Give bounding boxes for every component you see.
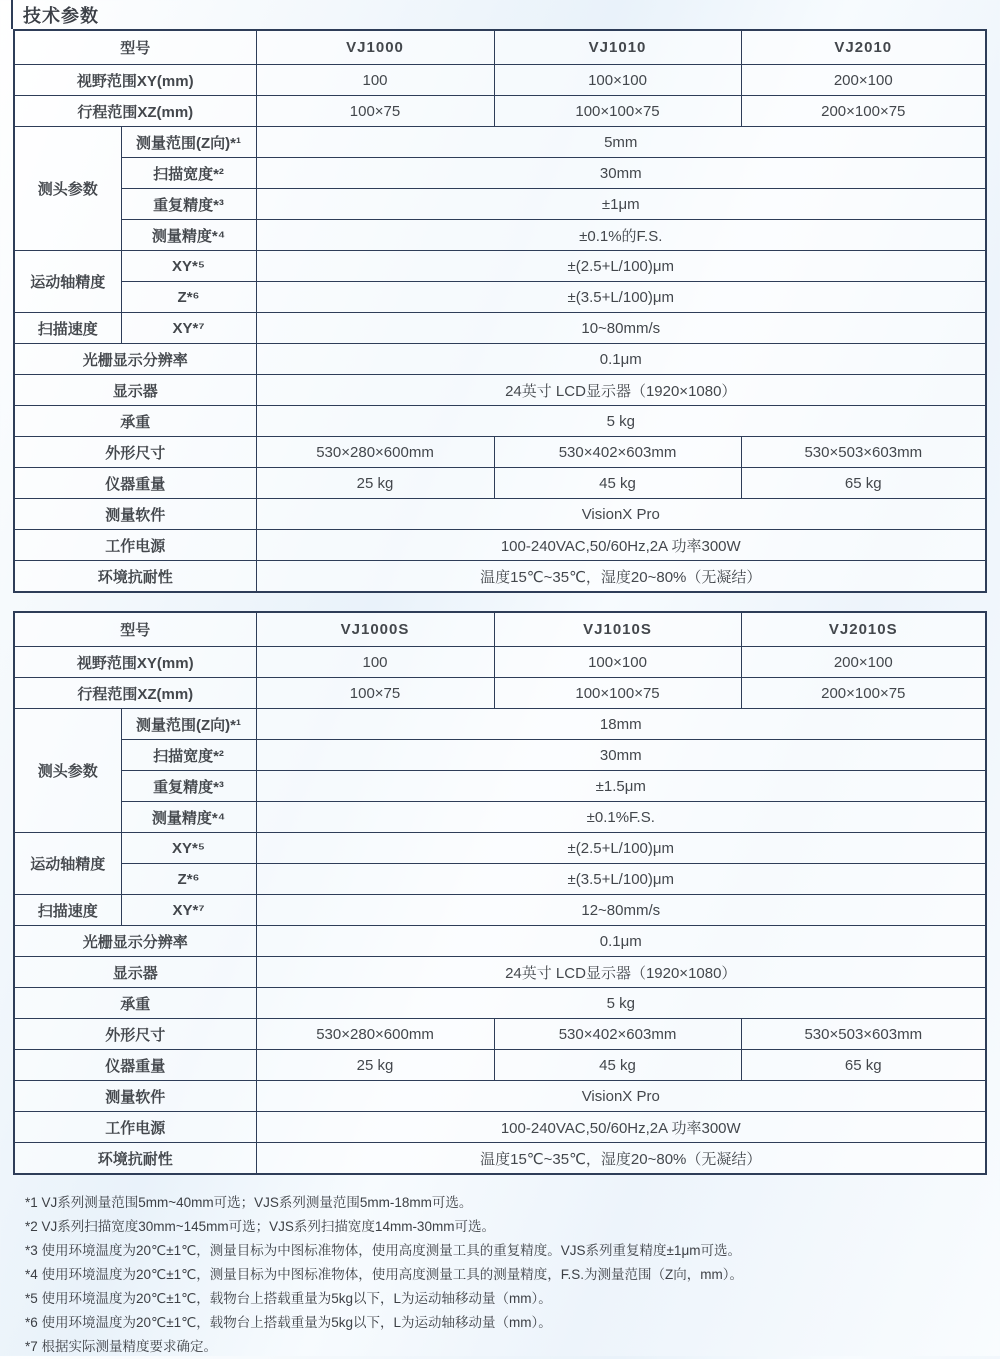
- table-row: [14, 127, 986, 158]
- table-row: [14, 833, 986, 864]
- cell-value: VisionX Pro: [256, 1081, 986, 1112]
- cell-value: 65 kg: [741, 1050, 986, 1081]
- row-label: 视野范围XY(mm): [14, 65, 256, 96]
- table-row: [14, 406, 986, 437]
- row-label: 仪器重量: [14, 1050, 256, 1081]
- row-label: 行程范围XZ(mm): [14, 678, 256, 709]
- table-row: [14, 437, 986, 468]
- cell-value: 100×100×75: [494, 678, 741, 709]
- row-label: 扫描宽度*²: [121, 158, 256, 189]
- table-row: [14, 864, 986, 895]
- cell-value: ±1μm: [256, 189, 986, 220]
- cell-value: 温度15℃~35℃，湿度20~80%（无凝结）: [256, 1143, 986, 1175]
- table-row: [14, 282, 986, 313]
- row-label: 重复精度*³: [121, 771, 256, 802]
- row-label: 光栅显示分辨率: [14, 926, 256, 957]
- cell-value: 温度15℃~35℃，湿度20~80%（无凝结）: [256, 561, 986, 593]
- cell-value: 100×100×75: [494, 96, 741, 127]
- row-label: 重复精度*³: [121, 189, 256, 220]
- cell-value: 530×280×600mm: [256, 437, 494, 468]
- group-label: 运动轴精度: [14, 251, 121, 313]
- cell-value: 200×100: [741, 647, 986, 678]
- footnote-2: *2 VJ系列扫描宽度30mm~145mm可选；VJS系列扫描宽度14mm-30mm可选。: [25, 1219, 495, 1234]
- table-row: [14, 344, 986, 375]
- table-row: [14, 988, 986, 1019]
- row-label: XY*⁵: [121, 833, 256, 864]
- row-label: 行程范围XZ(mm): [14, 96, 256, 127]
- cell-value: 24英寸 LCD显示器（1920×1080）: [256, 957, 986, 988]
- row-label: 工作电源: [14, 1112, 256, 1143]
- cell-value: 530×503×603mm: [741, 437, 986, 468]
- table-row: [14, 530, 986, 561]
- cell-value: 530×280×600mm: [256, 1019, 494, 1050]
- cell-value: 530×402×603mm: [494, 437, 741, 468]
- cell-value: 100-240VAC,50/60Hz,2A 功率300W: [256, 1112, 986, 1143]
- table-row: [14, 740, 986, 771]
- row-label: 测量范围(Z向)*¹: [121, 127, 256, 158]
- table-row: [14, 499, 986, 530]
- row-label: 光栅显示分辨率: [14, 344, 256, 375]
- cell-value: 100: [256, 65, 494, 96]
- cell-value: 100×100: [494, 647, 741, 678]
- table-row: [14, 468, 986, 499]
- row-label: 工作电源: [14, 530, 256, 561]
- cell-value: 5 kg: [256, 406, 986, 437]
- cell-value: 200×100×75: [741, 678, 986, 709]
- table-row: [14, 96, 986, 127]
- page-title: 技术参数: [11, 0, 1000, 29]
- row-label: 扫描宽度*²: [121, 740, 256, 771]
- cell-value: 25 kg: [256, 468, 494, 499]
- row-label: 测量精度*⁴: [121, 220, 256, 251]
- table-row: [14, 189, 986, 220]
- row-label: Z*⁶: [121, 282, 256, 313]
- cell-value: VisionX Pro: [256, 499, 986, 530]
- cell-value: ±(2.5+L/100)μm: [256, 833, 986, 864]
- table-row: [14, 375, 986, 406]
- table-row: [14, 561, 986, 593]
- cell-value: 200×100×75: [741, 96, 986, 127]
- table-row: [14, 926, 986, 957]
- cell-value: 25 kg: [256, 1050, 494, 1081]
- row-label: Z*⁶: [121, 864, 256, 895]
- spec-table-vj: [13, 29, 987, 593]
- model-name: VJ1010S: [494, 612, 741, 647]
- group-label: 运动轴精度: [14, 833, 121, 895]
- row-label: 承重: [14, 406, 256, 437]
- table-row: [14, 220, 986, 251]
- row-label: XY*⁵: [121, 251, 256, 282]
- cell-value: 530×402×603mm: [494, 1019, 741, 1050]
- cell-value: 18mm: [256, 709, 986, 740]
- cell-value: 100: [256, 647, 494, 678]
- table-row: [14, 313, 986, 344]
- footnote-4: *4 使用环境温度为20℃±1℃，测量目标为中图标准物体，使用高度测量工具的测量精度，F.S.为测量范围（Z向，mm）。: [25, 1267, 744, 1282]
- cell-value: 5 kg: [256, 988, 986, 1019]
- row-label: XY*⁷: [121, 895, 256, 926]
- cell-value: 65 kg: [741, 468, 986, 499]
- table-row: [14, 647, 986, 678]
- model-name: VJ1000S: [256, 612, 494, 647]
- footnote-1: *1 VJ系列测量范围5mm~40mm可选；VJS系列测量范围5mm-18mm可选。: [25, 1195, 473, 1210]
- table-row: [14, 1143, 986, 1175]
- group-label: 扫描速度: [14, 895, 121, 926]
- model-name: VJ2010S: [741, 612, 986, 647]
- table-row: [14, 678, 986, 709]
- row-label: 外形尺寸: [14, 1019, 256, 1050]
- cell-value: ±0.1%的F.S.: [256, 220, 986, 251]
- table-row: [14, 802, 986, 833]
- footnote-5: *5 使用环境温度为20℃±1℃，载物台上搭载重量为5kg以下，L为运动轴移动量（mm）。: [25, 1291, 552, 1306]
- cell-value: 100×75: [256, 678, 494, 709]
- row-label: 环境抗耐性: [14, 561, 256, 593]
- table-row: [14, 1112, 986, 1143]
- cell-value: 12~80mm/s: [256, 895, 986, 926]
- cell-value: 100-240VAC,50/60Hz,2A 功率300W: [256, 530, 986, 561]
- group-label: 测头参数: [14, 709, 121, 833]
- table-row: [14, 158, 986, 189]
- cell-value: 30mm: [256, 740, 986, 771]
- cell-value: 0.1μm: [256, 926, 986, 957]
- row-label: XY*⁷: [121, 313, 256, 344]
- cell-value: 100×75: [256, 96, 494, 127]
- model-row-label: 型号: [14, 612, 256, 647]
- cell-value: 200×100: [741, 65, 986, 96]
- row-label: 显示器: [14, 957, 256, 988]
- cell-value: 45 kg: [494, 468, 741, 499]
- row-label: 测量精度*⁴: [121, 802, 256, 833]
- table-row: [14, 771, 986, 802]
- cell-value: 10~80mm/s: [256, 313, 986, 344]
- footnotes-block: [25, 1191, 1000, 1359]
- row-label: 视野范围XY(mm): [14, 647, 256, 678]
- row-label: 承重: [14, 988, 256, 1019]
- cell-value: 100×100: [494, 65, 741, 96]
- row-label: 显示器: [14, 375, 256, 406]
- row-label: 环境抗耐性: [14, 1143, 256, 1175]
- table-row: [14, 709, 986, 740]
- model-name: VJ1010: [494, 30, 741, 65]
- cell-value: 0.1μm: [256, 344, 986, 375]
- table-row: [14, 1081, 986, 1112]
- group-label: 扫描速度: [14, 313, 121, 344]
- table-row: [14, 612, 986, 647]
- row-label: 测量范围(Z向)*¹: [121, 709, 256, 740]
- table-row: [14, 251, 986, 282]
- cell-value: 30mm: [256, 158, 986, 189]
- cell-value: ±(3.5+L/100)μm: [256, 864, 986, 895]
- table-row: [14, 30, 986, 65]
- cell-value: 530×503×603mm: [741, 1019, 986, 1050]
- cell-value: 24英寸 LCD显示器（1920×1080）: [256, 375, 986, 406]
- cell-value: ±1.5μm: [256, 771, 986, 802]
- table-row: [14, 895, 986, 926]
- row-label: 测量软件: [14, 499, 256, 530]
- spec-table-vjs: [13, 611, 987, 1175]
- table-row: [14, 957, 986, 988]
- row-label: 仪器重量: [14, 468, 256, 499]
- row-label: 外形尺寸: [14, 437, 256, 468]
- table-row: [14, 65, 986, 96]
- table-row: [14, 1050, 986, 1081]
- model-row-label: 型号: [14, 30, 256, 65]
- footnote-6: *6 使用环境温度为20℃±1℃，载物台上搭载重量为5kg以下，L为运动轴移动量（mm）。: [25, 1315, 552, 1330]
- table-row: [14, 1019, 986, 1050]
- model-name: VJ1000: [256, 30, 494, 65]
- model-name: VJ2010: [741, 30, 986, 65]
- cell-value: 5mm: [256, 127, 986, 158]
- row-label: 测量软件: [14, 1081, 256, 1112]
- footnote-7: *7 根据实际测量精度要求确定。: [25, 1339, 218, 1354]
- cell-value: ±0.1%F.S.: [256, 802, 986, 833]
- group-label: 测头参数: [14, 127, 121, 251]
- footnote-3: *3 使用环境温度为20℃±1℃，测量目标为中图标准物体，使用高度测量工具的重复精度。VJS系列重复精度±1μm可选。: [25, 1243, 741, 1258]
- cell-value: ±(2.5+L/100)μm: [256, 251, 986, 282]
- cell-value: 45 kg: [494, 1050, 741, 1081]
- cell-value: ±(3.5+L/100)μm: [256, 282, 986, 313]
